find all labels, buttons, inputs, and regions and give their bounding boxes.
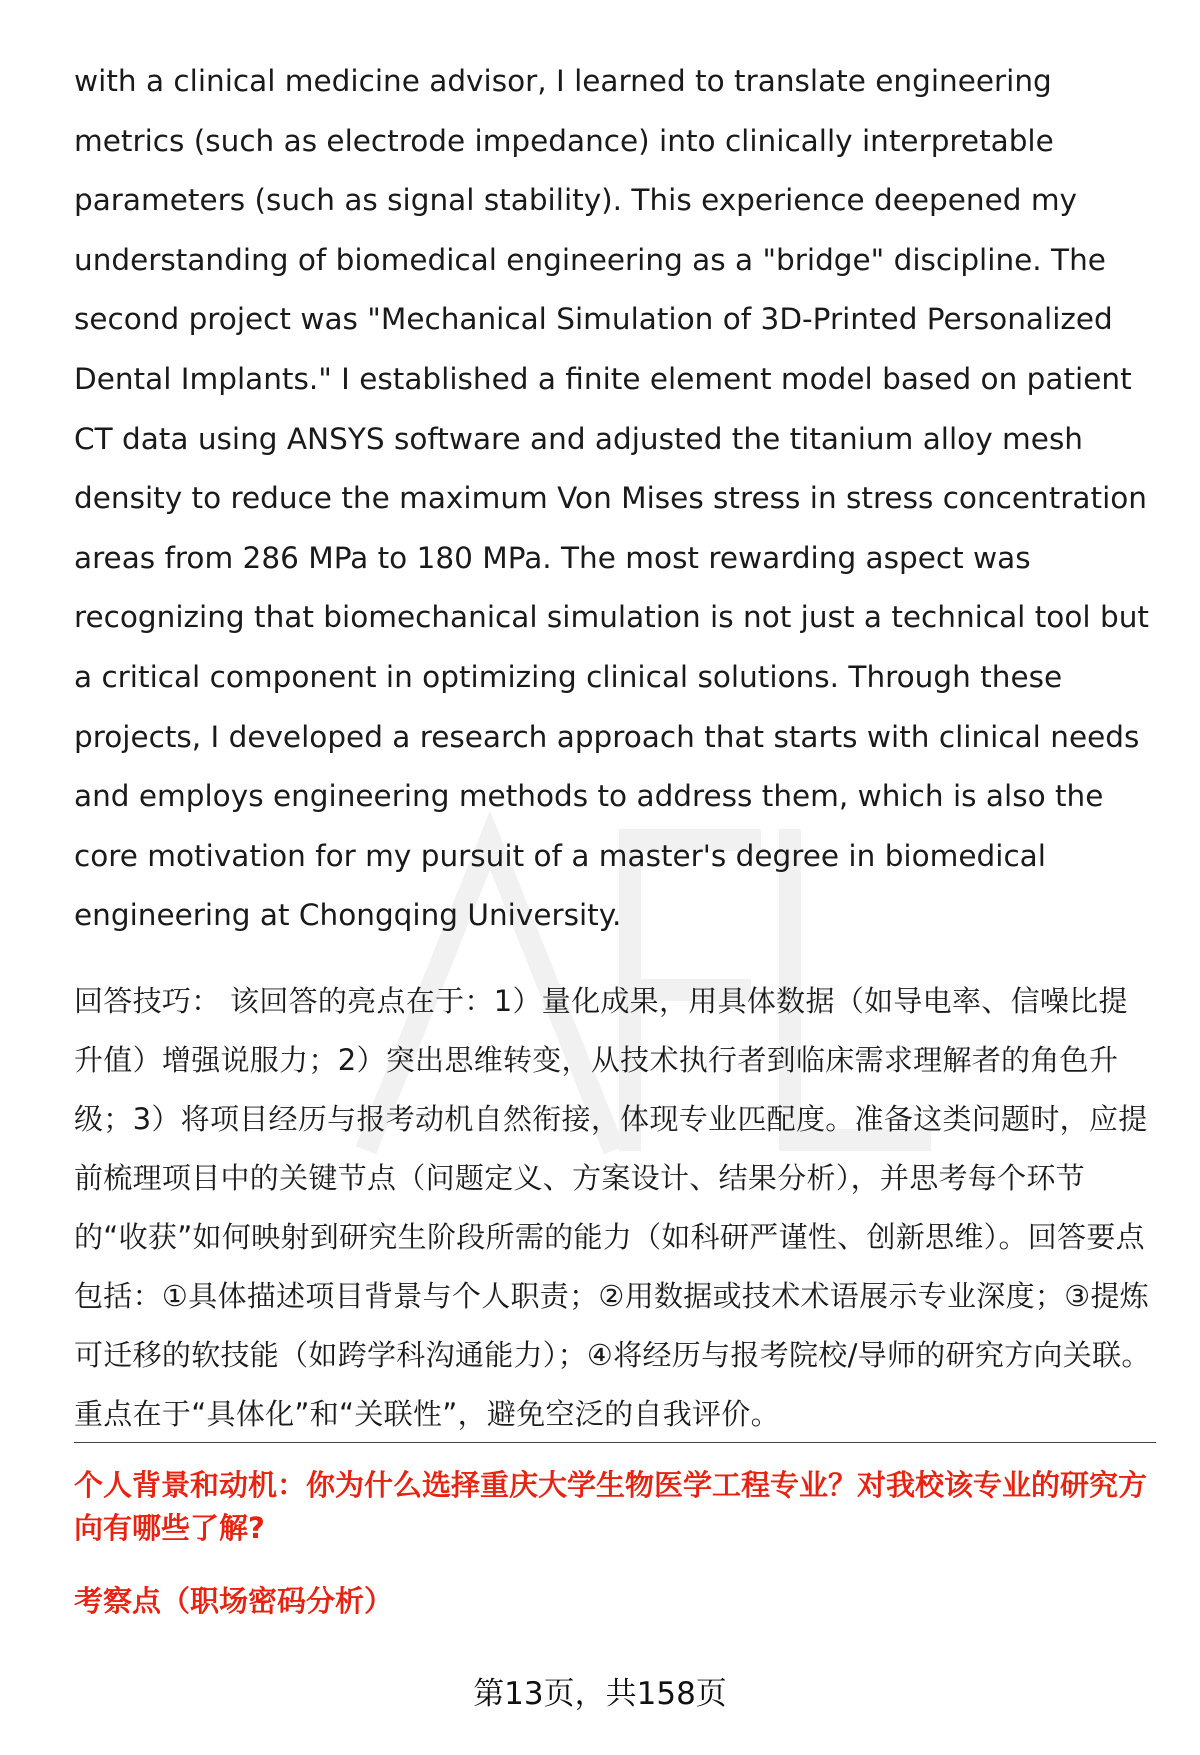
main-content [74, 52, 1154, 1444]
page-number-footer: 第13页，共158页 [473, 1676, 727, 1712]
question-heading: 个人背景和动机：你为什么选择重庆大学生物医学工程专业？对我校该专业的研究方向有哪些了解? [74, 1468, 1148, 1545]
answer-tips: 回答技巧： 该回答的亮点在于：1）量化成果，用具体数据（如导电率、信噪比提升值）增强说服力；2）突出思维转变，从技术执行者到临床需求理解者的角色升级；3）将项目经历与报考动机自然衔接，体现专业匹配度。准备这类问题时，应提前梳理项目中的关键节点（问题定义、方案设计、结果分析），并思考每个环节的“收获”如何映射到研究生阶段所需的能力（如科研严谨性、创新思维）。回答要点包括：①具体描述项目背景与个人职责；②用数据或技术术语展示专业深度；③提炼可迁移的软技能（如跨学科沟通能力）；④将经历与报考院校/导师的研究方向关联。重点在于“具体化”和“关联性”，避免空泛的自我评价。 [74, 983, 1151, 1431]
body-paragraph: with a clinical medicine advisor, I learned to translate engineering metrics (such as electrode impedance) into clinically interpretable parameters (such as signal stability). This experience deepened my understanding of biomedical engineering as a "bridge" discipline. The second project was "Mechanical Simulation of 3D-Printed Personalized Dental Implants." I established a finite element model based on patient CT data using ANSYS software and adjusted the titanium alloy mesh density to reduce the maximum Von Mises stress in stress concentration areas from 286 MPa to 180 MPa. The most rewarding aspect was recognizing that biomechanical simulation is not just a technical tool but a critical component in optimizing clinical solutions. Through these projects, I developed a research approach that starts with clinical needs and employs engineering methods to address them, which is also the core motivation for my pursuit of a master's degree in biomedical engineering at Chongqing University. [74, 64, 1149, 933]
focus-point-heading: 考察点（职场密码分析） [74, 1584, 394, 1618]
section-divider [74, 1442, 1156, 1443]
